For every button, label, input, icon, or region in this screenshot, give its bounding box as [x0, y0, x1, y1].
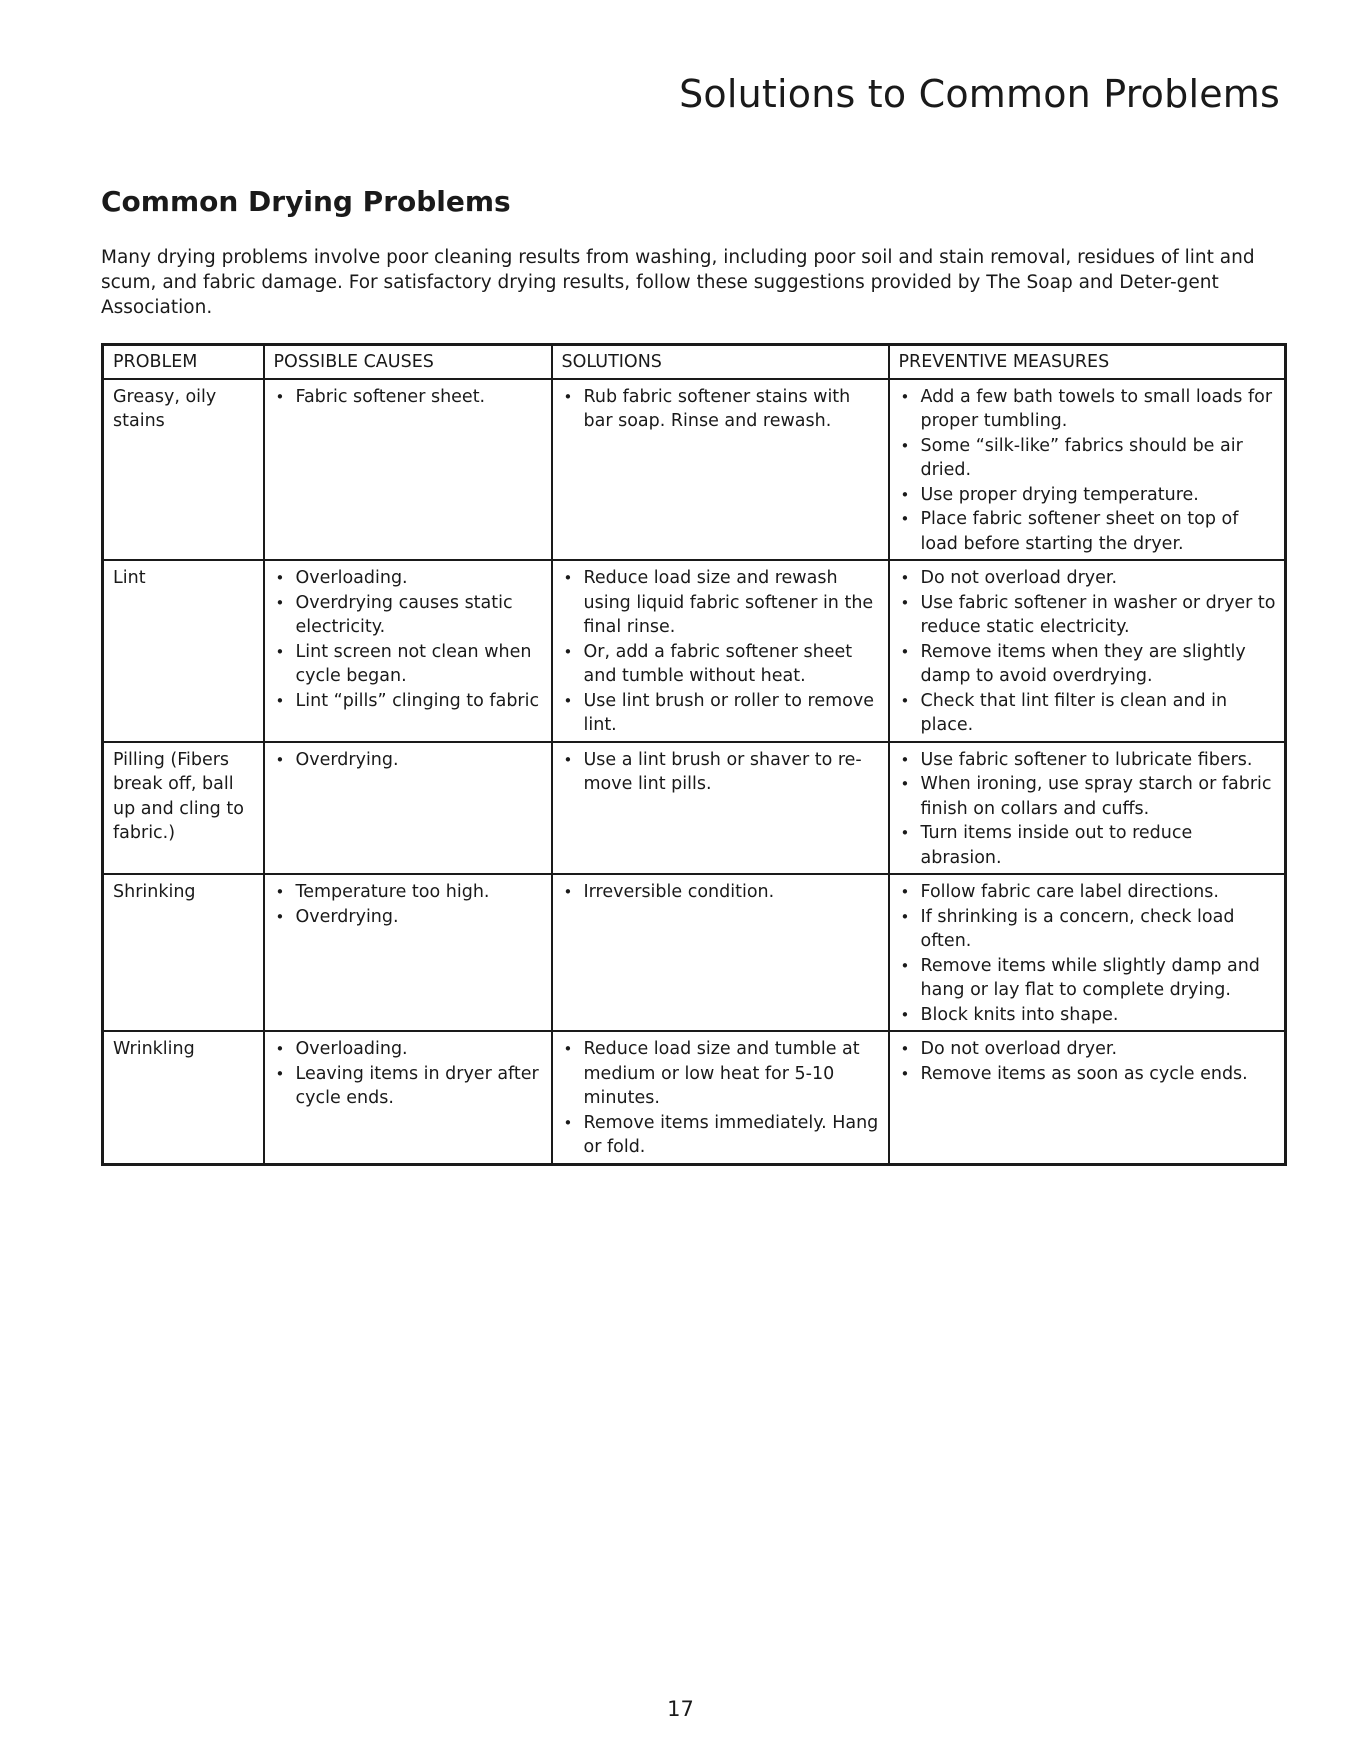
causes-cell	[264, 874, 552, 1031]
list-item: • Use proper drying temperature.	[899, 483, 1277, 508]
list-item: • Place fabric softener sheet on top of load before starting the dryer.	[899, 507, 1277, 556]
list-item: • Block knits into shape.	[899, 1003, 1277, 1028]
causes-list	[274, 748, 543, 773]
section-title: Common Drying Problems	[101, 185, 511, 218]
table-row	[103, 1031, 1286, 1164]
list-item: • Reduce load size and rewash using liquid fabric softener in the final rinse.	[562, 566, 880, 640]
preventive-list	[899, 385, 1277, 557]
problem-cell: Lint	[103, 560, 264, 742]
table-header-row	[103, 345, 1286, 379]
causes-list	[274, 1037, 543, 1111]
problem-cell: Greasy, oily stains	[103, 379, 264, 561]
preventive-cell	[889, 874, 1286, 1031]
list-item: • Or, add a fabric softener sheet and tumble without heat.	[562, 640, 880, 689]
header-possible-causes: POSSIBLE CAUSES	[264, 345, 552, 379]
list-item: • Rub fabric softener stains with bar soap. Rinse and rewash.	[562, 385, 880, 434]
causes-list	[274, 385, 543, 410]
solutions-list	[562, 1037, 880, 1160]
list-item: • Turn items inside out to reduce abrasion.	[899, 821, 1277, 870]
list-item: • Overdrying causes static electricity.	[274, 591, 543, 640]
list-item: • When ironing, use spray starch or fabric finish on collars and cuffs.	[899, 772, 1277, 821]
list-item: • Remove items while slightly damp and hang or lay flat to complete drying.	[899, 954, 1277, 1003]
preventive-list	[899, 880, 1277, 1027]
intro-paragraph: Many drying problems involve poor cleaning results from washing, including poor soil and stain removal, residues of lint and scum, and fabric damage. For satisfactory drying results, follow these suggestions provided by The Soap and Deter-gent Association.	[101, 247, 1255, 318]
causes-cell	[264, 560, 552, 742]
list-item: • Overloading.	[274, 566, 543, 591]
list-item: • Overdrying.	[274, 905, 543, 930]
table-body	[103, 379, 1286, 1165]
list-item: • Use a lint brush or shaver to re-move lint pills.	[562, 748, 880, 797]
drying-problems-table	[101, 343, 1287, 1166]
header-preventive-measures: PREVENTIVE MEASURES	[889, 345, 1286, 379]
causes-list	[274, 880, 543, 929]
list-item: • Do not overload dryer.	[899, 1037, 1277, 1062]
list-item: • Overloading.	[274, 1037, 543, 1062]
list-item: • Follow fabric care label directions.	[899, 880, 1277, 905]
solutions-list	[562, 880, 880, 905]
table-row	[103, 874, 1286, 1031]
preventive-cell	[889, 560, 1286, 742]
page-number: 17	[667, 1697, 694, 1721]
list-item: • Check that lint filter is clean and in place.	[899, 689, 1277, 738]
preventive-list	[899, 748, 1277, 871]
causes-list	[274, 566, 543, 713]
list-item: • Remove items when they are slightly damp to avoid overdrying.	[899, 640, 1277, 689]
problem-cell: Pilling (Fibers break off, ball up and cling to fabric.)	[103, 742, 264, 875]
solutions-list	[562, 566, 880, 738]
table-row	[103, 379, 1286, 561]
list-item: • Add a few bath towels to small loads for proper tumbling.	[899, 385, 1277, 434]
solutions-cell	[552, 379, 889, 561]
list-item: • Some “silk-like” fabrics should be air dried.	[899, 434, 1277, 483]
header-problem: PROBLEM	[103, 345, 264, 379]
solutions-cell	[552, 742, 889, 875]
list-item: • Use fabric softener in washer or dryer to reduce static electricity.	[899, 591, 1277, 640]
list-item: • Reduce load size and tumble at medium or low heat for 5-10 minutes.	[562, 1037, 880, 1111]
list-item: • Do not overload dryer.	[899, 566, 1277, 591]
preventive-list	[899, 566, 1277, 738]
solutions-cell	[552, 874, 889, 1031]
solutions-cell	[552, 560, 889, 742]
causes-cell	[264, 1031, 552, 1164]
causes-cell	[264, 379, 552, 561]
preventive-cell	[889, 379, 1286, 561]
header-solutions: SOLUTIONS	[552, 345, 889, 379]
list-item: • Fabric softener sheet.	[274, 385, 543, 410]
list-item: • Irreversible condition.	[562, 880, 880, 905]
list-item: • Leaving items in dryer after cycle ends.	[274, 1062, 543, 1111]
list-item: • Remove items as soon as cycle ends.	[899, 1062, 1277, 1087]
list-item: • Lint “pills” clinging to fabric	[274, 689, 543, 714]
solutions-cell	[552, 1031, 889, 1164]
list-item: • Remove items immediately. Hang or fold.	[562, 1111, 880, 1160]
table-row	[103, 742, 1286, 875]
list-item: • Temperature too high.	[274, 880, 543, 905]
preventive-cell	[889, 1031, 1286, 1164]
list-item: • If shrinking is a concern, check load often.	[899, 905, 1277, 954]
problem-cell: Shrinking	[103, 874, 264, 1031]
list-item: • Use fabric softener to lubricate fibers.	[899, 748, 1277, 773]
solutions-list	[562, 385, 880, 434]
list-item: • Use lint brush or roller to remove lint.	[562, 689, 880, 738]
causes-cell	[264, 742, 552, 875]
solutions-list	[562, 748, 880, 797]
table-row	[103, 560, 1286, 742]
preventive-cell	[889, 742, 1286, 875]
page-title: Solutions to Common Problems	[679, 72, 1280, 116]
problem-cell: Wrinkling	[103, 1031, 264, 1164]
list-item: • Lint screen not clean when cycle began.	[274, 640, 543, 689]
preventive-list	[899, 1037, 1277, 1086]
list-item: • Overdrying.	[274, 748, 543, 773]
